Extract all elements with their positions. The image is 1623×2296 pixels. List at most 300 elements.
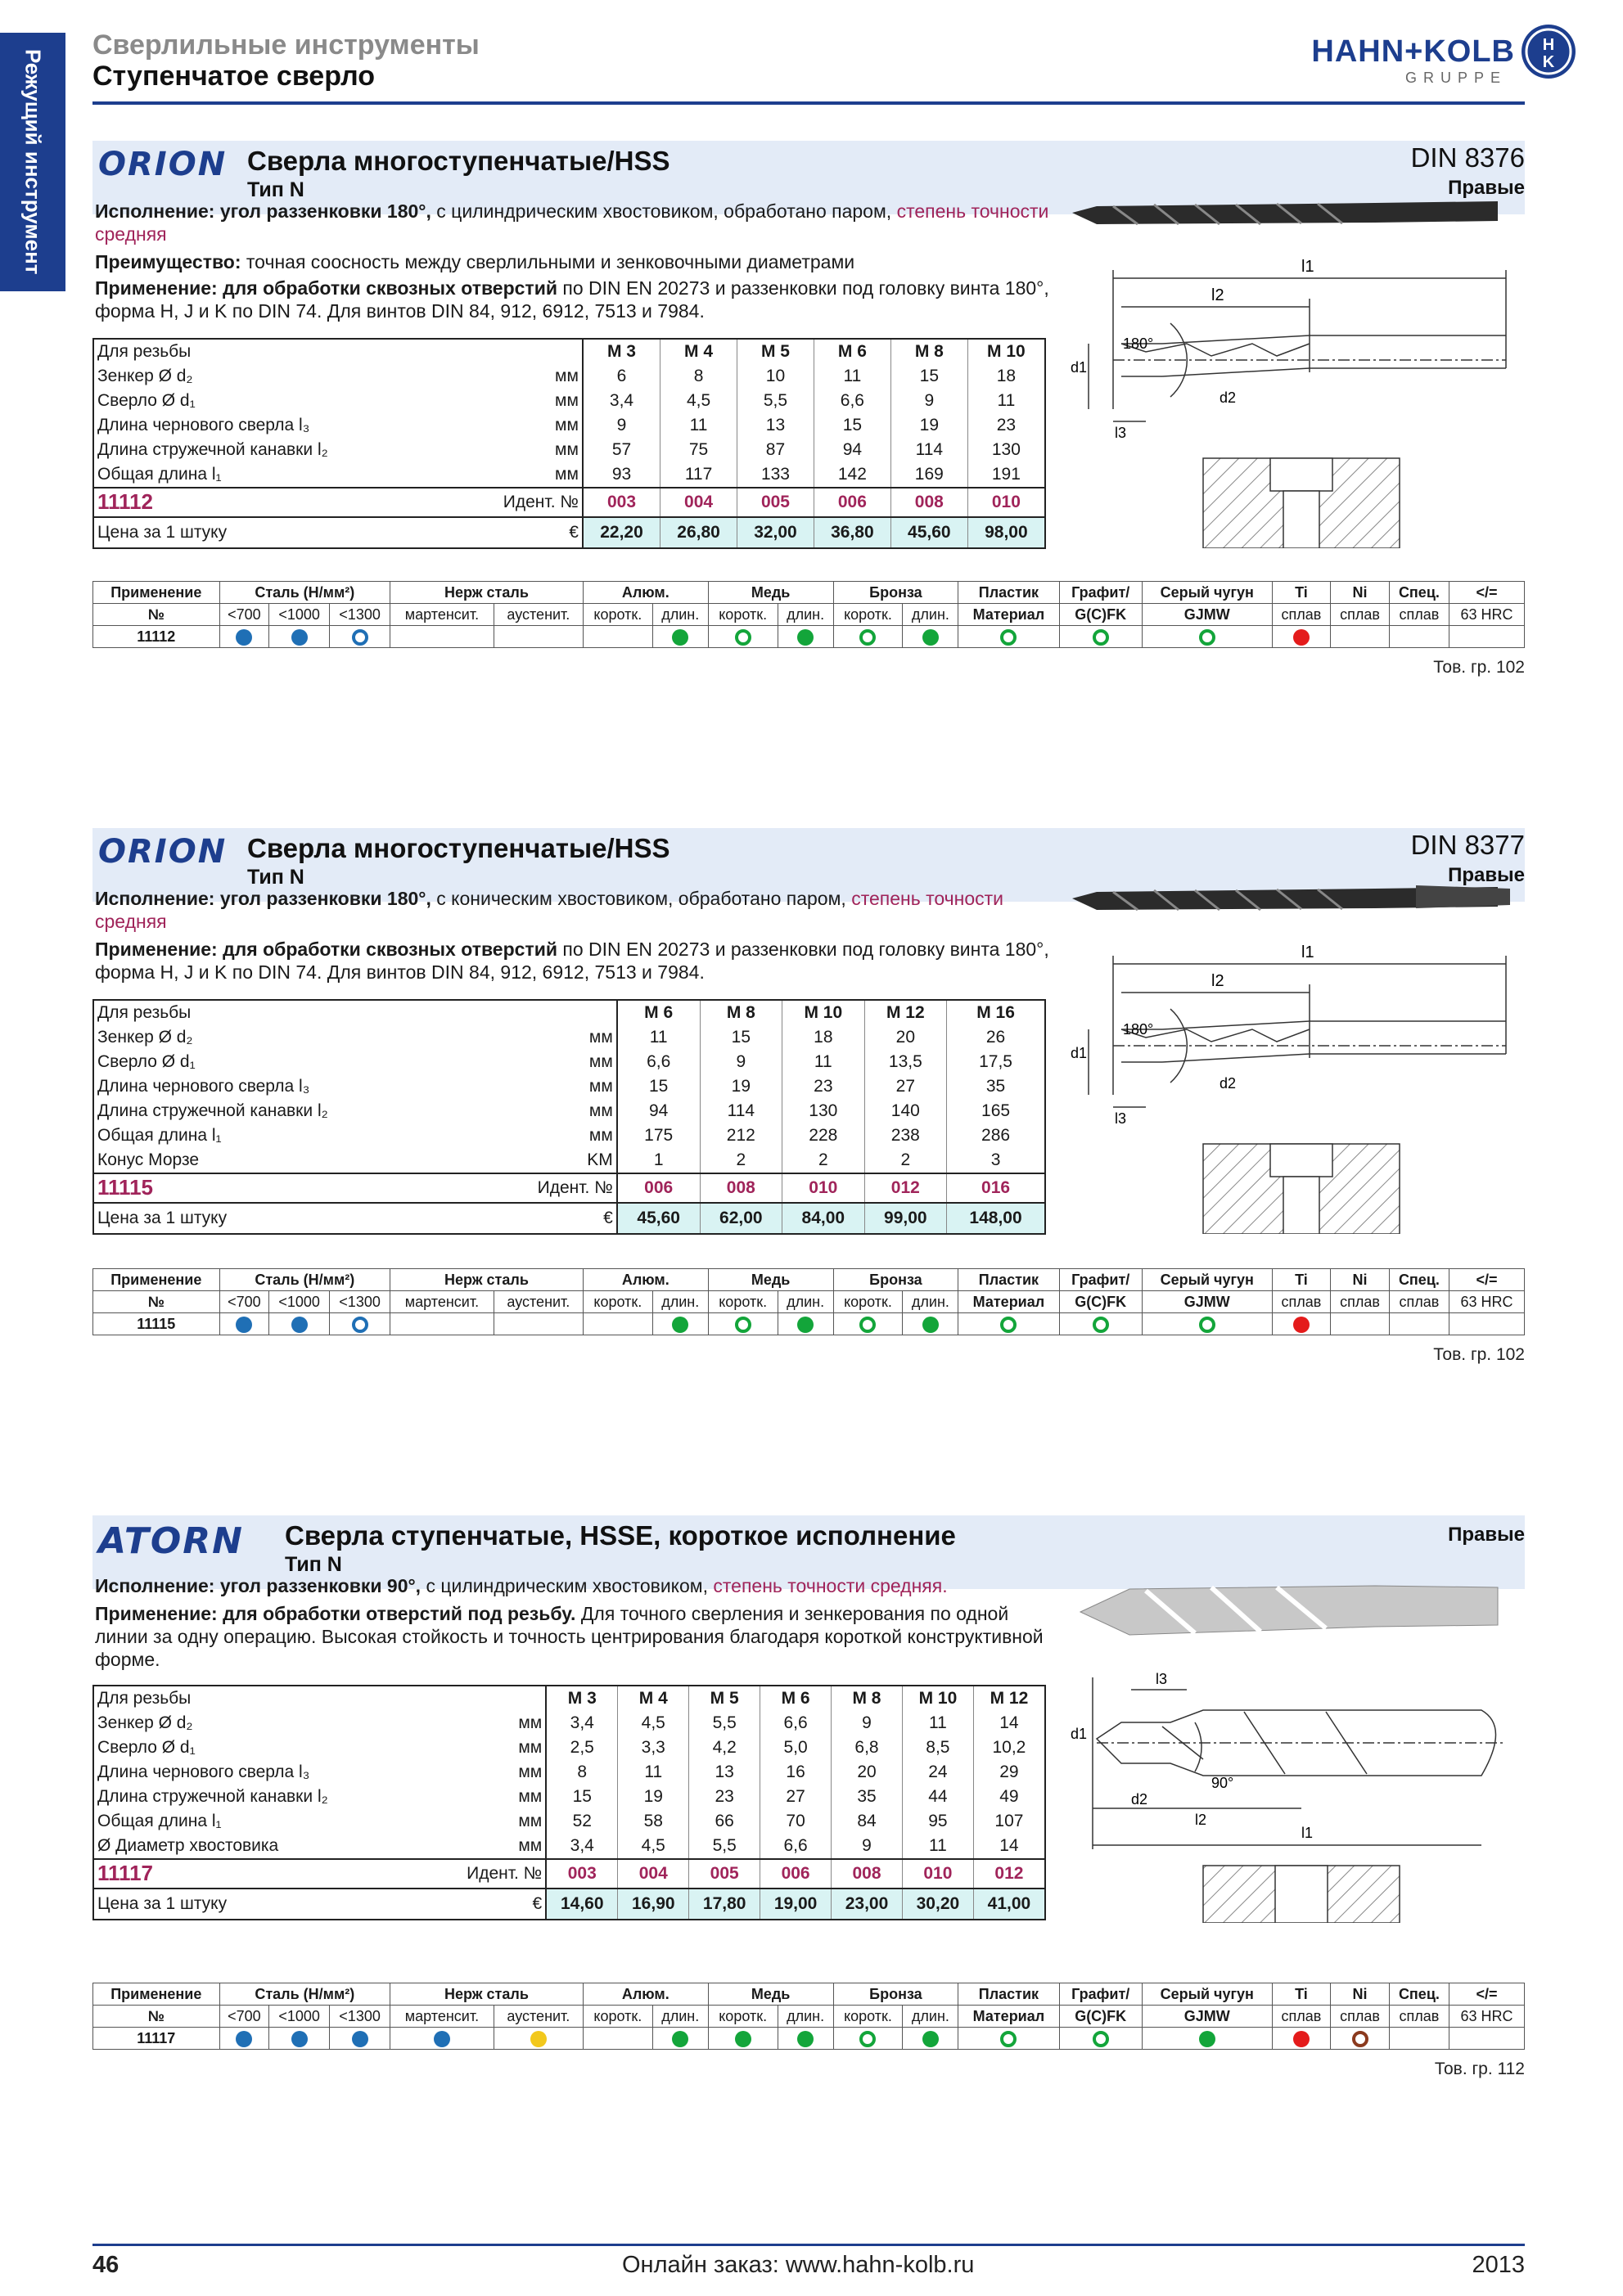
material-sub-header: <700: [219, 604, 269, 626]
cell-value: 52: [546, 1809, 618, 1834]
suitability-cell: [958, 1313, 1059, 1335]
currency: €: [482, 1203, 617, 1234]
cell-value: 23: [782, 1074, 865, 1099]
cell-value: 5,0: [760, 1736, 832, 1760]
suitable-limited-icon: [352, 629, 368, 646]
drill-photo: [1080, 1586, 1498, 1635]
cell-value: 13: [689, 1760, 760, 1785]
table-row: [93, 1099, 1045, 1123]
application-text: Для точного сверления и зенкерования по одной линии за одну операцию. Высокая стойкость и точность центрирования благодаря короткой конструктивной форме.: [95, 1603, 1044, 1670]
price-label: Цена за 1 штуку: [93, 1889, 429, 1920]
cell-value: 26: [947, 1025, 1045, 1050]
row-label: Сверло Ø d₁: [97, 1052, 196, 1071]
material-sub-header: сплав: [1272, 2006, 1331, 2028]
suitability-cell: [1059, 1313, 1142, 1335]
section-subtitle: Тип N: [247, 178, 304, 201]
material-group-header: Серый чугун: [1142, 1983, 1272, 2006]
ident-number[interactable]: 010: [782, 1173, 865, 1203]
material-group-header: Бронза: [833, 1983, 958, 2006]
table-row: [93, 462, 1045, 488]
ident-row: [93, 488, 1045, 517]
material-group-header: Медь: [708, 1269, 833, 1291]
row-unit: мм: [429, 1711, 546, 1736]
material-sub-header: Материал: [958, 2006, 1059, 2028]
section-title: Сверла ступенчатые, HSSE, короткое исполнение: [285, 1520, 956, 1551]
material-suitability-table: [92, 1983, 1525, 2050]
unit-cell: [429, 1686, 546, 1711]
material-sub-header: <700: [219, 2006, 269, 2028]
cell-value: 87: [737, 438, 814, 462]
suitability-cell: [390, 1313, 494, 1335]
price-label: Цена за 1 штуку: [93, 1203, 482, 1234]
ident-label: Идент. №: [429, 1859, 546, 1889]
cell-value: 130: [967, 438, 1045, 462]
suitability-cell: [708, 2028, 778, 2050]
suitable-limited-icon: [735, 1317, 751, 1333]
d1-label: d1: [1071, 1726, 1088, 1742]
suitability-cell: [708, 626, 778, 648]
advantage-text: точная соосность между сверлильными и зенковочными диаметрами: [241, 251, 855, 272]
material-sub-header: Материал: [958, 604, 1059, 626]
cell-value: 20: [832, 1760, 903, 1785]
suitable-icon: [735, 2031, 751, 2047]
footer-rule: [92, 2244, 1525, 2246]
suitability-cell: [330, 626, 390, 648]
suitable-icon: [1293, 1317, 1310, 1333]
material-group-header: Сталь (Н/мм²): [219, 1983, 390, 2006]
unit-cell: [457, 339, 583, 364]
currency: €: [429, 1889, 546, 1920]
material-sub-header: коротк.: [833, 2006, 903, 2028]
cell-value: 6,6: [760, 1711, 832, 1736]
spec-table: [92, 999, 1046, 1235]
material-sub-header: длин.: [778, 1291, 833, 1313]
material-group-header: Спец.: [1389, 582, 1449, 604]
ident-number[interactable]: 016: [947, 1173, 1045, 1203]
cell-value: 95: [902, 1809, 973, 1834]
price-row: [93, 1203, 1045, 1234]
brand-logo-text: HAHN+KOLB: [1311, 34, 1515, 69]
section-title: Сверла многоступенчатые/HSS: [247, 833, 670, 863]
ident-number[interactable]: 010: [902, 1859, 973, 1889]
cell-value: 19: [700, 1074, 782, 1099]
cell-value: 6,6: [617, 1050, 700, 1074]
table-row: [93, 389, 1045, 413]
material-group-header: Нерж сталь: [390, 582, 584, 604]
price-value: 16,90: [618, 1889, 689, 1920]
ident-number[interactable]: 005: [737, 488, 814, 517]
size-header: M 12: [864, 1000, 947, 1025]
suitable-icon: [1199, 2031, 1215, 2047]
ident-number[interactable]: 003: [546, 1859, 618, 1889]
article-number: 11117: [97, 1860, 153, 1885]
cell-value: 35: [947, 1074, 1045, 1099]
material-sub-header: сплав: [1272, 1291, 1331, 1313]
side-category-tab: [0, 33, 65, 291]
material-group-header: Медь: [708, 1983, 833, 2006]
advantage-bold: Преимущество:: [95, 251, 241, 272]
suitability-cell: [1272, 626, 1331, 648]
cell-value: 3,4: [546, 1711, 618, 1736]
size-header: M 6: [617, 1000, 700, 1025]
brand-logo: ATORN: [98, 1520, 244, 1562]
suitable-icon: [922, 1317, 939, 1333]
suitability-cell: [494, 1313, 583, 1335]
suitable-limited-icon: [1000, 629, 1017, 646]
suitable-icon: [672, 1317, 688, 1333]
row-label: Длина стружечной канавки l₂: [97, 1101, 328, 1120]
suitability-cell: [708, 1313, 778, 1335]
spec-bold: Исполнение: угол раззенковки 90°,: [95, 1575, 422, 1596]
suitability-cell: [219, 626, 269, 648]
side-tab-label: Режущий инструмент: [20, 49, 46, 275]
suitable-icon: [922, 629, 939, 646]
suitability-cell: [833, 626, 903, 648]
application-paragraph: [95, 1602, 1053, 1671]
footer-year: 2013: [1472, 2252, 1525, 2278]
drill-photo: [1072, 201, 1498, 224]
application-bold: Применение: для обработки сквозных отверстий: [95, 939, 557, 960]
suitability-cell: [330, 2028, 390, 2050]
material-group-header: Ti: [1272, 582, 1331, 604]
accuracy-text: степень точности средняя.: [713, 1575, 948, 1596]
material-sub-header: длин.: [903, 1291, 958, 1313]
cell-value: 27: [760, 1785, 832, 1809]
material-sub-header: сплав: [1272, 604, 1331, 626]
cell-value: 94: [617, 1099, 700, 1123]
cell-value: 4,5: [618, 1834, 689, 1859]
table-row: [93, 582, 1525, 604]
product-group: Тов. гр. 102: [1433, 658, 1525, 677]
size-header: M 8: [890, 339, 967, 364]
table-row: [93, 1686, 1045, 1711]
material-group-header: Нерж сталь: [390, 1269, 584, 1291]
order-link[interactable]: Онлайн заказ: www.hahn-kolb.ru: [622, 2252, 975, 2278]
price-row: [93, 1889, 1045, 1920]
l3-label: l3: [1115, 1110, 1127, 1127]
material-group-header: Нерж сталь: [390, 1983, 584, 2006]
price-row: [93, 517, 1045, 548]
table-row: [93, 364, 1045, 389]
suitability-cell: [652, 1313, 708, 1335]
ident-number[interactable]: 004: [660, 488, 737, 517]
material-group-header: Медь: [708, 582, 833, 604]
suitability-cell: [1389, 2028, 1449, 2050]
spec-table: [92, 1685, 1046, 1920]
size-header: M 6: [760, 1686, 832, 1711]
section-subtitle: Тип N: [285, 1553, 342, 1576]
suitability-cell: [219, 2028, 269, 2050]
material-sub-header: <1000: [269, 604, 330, 626]
cell-value: 18: [967, 364, 1045, 389]
ident-number[interactable]: 005: [689, 1859, 760, 1889]
cell-value: 14: [973, 1711, 1045, 1736]
material-group-header: Бронза: [833, 1269, 958, 1291]
material-group-header: Алюм.: [583, 1269, 708, 1291]
row-unit: мм: [429, 1785, 546, 1809]
row-label: Длина чернового сверла l₃: [97, 416, 310, 434]
cell-value: 11: [902, 1711, 973, 1736]
material-group-header: Пластик: [958, 1269, 1059, 1291]
material-sub-header: мартенсит.: [390, 604, 494, 626]
article-cell: [93, 1173, 482, 1203]
size-header: M 4: [660, 339, 737, 364]
material-group-header: Алюм.: [583, 1983, 708, 2006]
price-value: 22,20: [583, 517, 660, 548]
suitable-limited-icon: [1199, 1317, 1215, 1333]
suitability-cell: [494, 2028, 583, 2050]
cell-value: 9: [700, 1050, 782, 1074]
material-sub-header: №: [93, 1291, 220, 1313]
ident-number[interactable]: 006: [814, 488, 890, 517]
angle-label: 180°: [1123, 335, 1154, 352]
l3-label: l3: [1156, 1671, 1168, 1687]
section-title: Сверла многоступенчатые/HSS: [247, 146, 670, 176]
brand-logo: ORION: [98, 146, 228, 183]
price-value: 148,00: [947, 1203, 1045, 1234]
material-suitability-table: [92, 581, 1525, 648]
material-sub-header: мартенсит.: [390, 1291, 494, 1313]
ident-number[interactable]: 003: [583, 488, 660, 517]
cell-value: 165: [947, 1099, 1045, 1123]
row-unit: мм: [457, 462, 583, 488]
material-sub-header: длин.: [652, 604, 708, 626]
cell-value: 228: [782, 1123, 865, 1148]
cell-value: 16: [760, 1760, 832, 1785]
cell-value: 140: [864, 1099, 947, 1123]
size-header: M 8: [700, 1000, 782, 1025]
suitability-cell: [1272, 2028, 1331, 2050]
suitability-cell: [390, 626, 494, 648]
din-standard: DIN 8377: [1410, 830, 1525, 860]
material-sub-header: <1300: [330, 1291, 390, 1313]
cell-value: 93: [583, 462, 660, 488]
table-row: [93, 1785, 1045, 1809]
material-sub-header: коротк.: [833, 604, 903, 626]
row-unit: мм: [482, 1099, 617, 1123]
row-label: Общая длина l₁: [97, 465, 222, 484]
suitability-cell: [1449, 2028, 1524, 2050]
material-group-header: Ni: [1331, 1269, 1390, 1291]
row-unit: мм: [482, 1123, 617, 1148]
cell-value: 4,5: [618, 1711, 689, 1736]
suitability-cell: [330, 1313, 390, 1335]
table-row: [93, 1834, 1045, 1859]
material-group-header: Сталь (Н/мм²): [219, 1269, 390, 1291]
material-sub-header: 63 HRC: [1449, 604, 1524, 626]
suitability-cell: [652, 626, 708, 648]
material-group-header: Спец.: [1389, 1983, 1449, 2006]
ident-number[interactable]: 012: [973, 1859, 1045, 1889]
row-unit: мм: [457, 438, 583, 462]
suitability-cell: [1331, 1313, 1390, 1335]
material-group-header: </=: [1449, 582, 1524, 604]
thread-label: Для резьбы: [97, 1003, 192, 1022]
suitable-limited-icon: [1093, 2031, 1109, 2047]
material-sub-header: G(C)FK: [1059, 2006, 1142, 2028]
price-value: 99,00: [864, 1203, 947, 1234]
thread-label: Для резьбы: [97, 342, 192, 361]
application-text: по DIN EN 20273 и раззенковки под головку винта 180°, форма H, J и K по DIN 74. Для винтов DIN 84, 912, 6912, 7513 и 7984.: [95, 277, 1049, 322]
size-header: M 10: [782, 1000, 865, 1025]
cell-value: 4,5: [660, 389, 737, 413]
price-label: Цена за 1 штуку: [93, 517, 457, 548]
material-sub-header: G(C)FK: [1059, 1291, 1142, 1313]
cell-value: 9: [583, 413, 660, 438]
size-header: M 5: [689, 1686, 760, 1711]
application-paragraph: [95, 938, 1053, 984]
cell-value: 19: [618, 1785, 689, 1809]
cell-value: 9: [832, 1711, 903, 1736]
material-sub-header: длин.: [778, 2006, 833, 2028]
material-sub-header: коротк.: [708, 604, 778, 626]
cell-value: 15: [814, 413, 890, 438]
material-group-header: Ni: [1331, 1983, 1390, 2006]
row-label: Зенкер Ø d₂: [97, 367, 193, 385]
material-group-header: Графит/: [1059, 1269, 1142, 1291]
row-label: Зенкер Ø d₂: [97, 1028, 193, 1047]
l1-label: l1: [1301, 943, 1314, 961]
spec-bold: Исполнение: угол раззенковки 180°,: [95, 888, 431, 909]
table-row: [93, 1148, 1045, 1173]
material-sub-header: коротк.: [583, 1291, 652, 1313]
suitable-limited-icon: [352, 1317, 368, 1333]
material-group-header: Сталь (Н/мм²): [219, 582, 390, 604]
cell-value: 9: [890, 389, 967, 413]
ident-number[interactable]: 008: [700, 1173, 782, 1203]
material-sub-header: №: [93, 604, 220, 626]
cell-value: 2: [864, 1148, 947, 1173]
row-label: Зенкер Ø d₂: [97, 1713, 193, 1732]
material-sub-header: коротк.: [708, 1291, 778, 1313]
l2-label: l2: [1211, 972, 1224, 990]
row-unit: мм: [429, 1809, 546, 1834]
table-row: [93, 1000, 1045, 1025]
cutting-direction: Правые: [1448, 864, 1525, 886]
row-unit: мм: [457, 364, 583, 389]
suitable-limited-icon: [735, 629, 751, 646]
material-sub-header: мартенсит.: [390, 2006, 494, 2028]
cell-value: 3,3: [618, 1736, 689, 1760]
cell-value: 212: [700, 1123, 782, 1148]
material-sub-header: GJMW: [1142, 604, 1272, 626]
cell-value: 2: [782, 1148, 865, 1173]
accuracy-text: степень точности средняя: [95, 888, 1003, 932]
cell-value: 9: [832, 1834, 903, 1859]
cell-value: 6,8: [832, 1736, 903, 1760]
price-value: 41,00: [973, 1889, 1045, 1920]
cell-value: 133: [737, 462, 814, 488]
suitable-limited-icon: [1093, 629, 1109, 646]
application-bold: Применение: для обработки отверстий под резьбу.: [95, 1603, 576, 1624]
row-unit: мм: [482, 1074, 617, 1099]
price-value: 23,00: [832, 1889, 903, 1920]
suitable-icon: [291, 629, 308, 646]
row-unit: мм: [482, 1025, 617, 1050]
table-row: [93, 1123, 1045, 1148]
suitable-limited-icon: [1093, 1317, 1109, 1333]
price-value: 62,00: [700, 1203, 782, 1234]
material-sub-header: коротк.: [583, 604, 652, 626]
suitable-icon: [1293, 2031, 1310, 2047]
table-row: [93, 438, 1045, 462]
cell-value: 191: [967, 462, 1045, 488]
price-value: 98,00: [967, 517, 1045, 548]
material-sub-header: №: [93, 2006, 220, 2028]
suitable-icon: [672, 629, 688, 646]
suitable-limited-icon: [859, 1317, 876, 1333]
angle-label: 180°: [1123, 1021, 1154, 1038]
ident-number[interactable]: 004: [618, 1859, 689, 1889]
cell-value: 19: [890, 413, 967, 438]
row-unit: мм: [429, 1736, 546, 1760]
material-sub-header: длин.: [652, 2006, 708, 2028]
ident-number[interactable]: 008: [890, 488, 967, 517]
row-label: Длина стружечной канавки l₂: [97, 440, 328, 459]
row-label: Ø Диаметр хвостовика: [97, 1836, 279, 1855]
cell-value: 15: [700, 1025, 782, 1050]
ident-number[interactable]: 010: [967, 488, 1045, 517]
material-group-header: </=: [1449, 1983, 1524, 2006]
size-header: M 10: [967, 339, 1045, 364]
material-sub-header: <1300: [330, 604, 390, 626]
ident-number[interactable]: 006: [760, 1859, 832, 1889]
product-group: Тов. гр. 112: [1434, 2060, 1525, 2078]
article-number: 11112: [97, 488, 153, 514]
currency: €: [457, 517, 583, 548]
cell-value: 8: [546, 1760, 618, 1785]
cell-value: 35: [832, 1785, 903, 1809]
suitable-icon: [797, 1317, 814, 1333]
material-group-header: Спец.: [1389, 1269, 1449, 1291]
suitability-cell: [778, 2028, 833, 2050]
ident-number[interactable]: 006: [617, 1173, 700, 1203]
size-header: M 8: [832, 1686, 903, 1711]
material-group-header: Ti: [1272, 1983, 1331, 2006]
suitable-limited-icon: [1352, 2031, 1368, 2047]
price-value: 36,80: [814, 517, 890, 548]
cell-value: 114: [890, 438, 967, 462]
article-cell: [93, 1859, 429, 1889]
cell-value: 11: [902, 1834, 973, 1859]
ident-number[interactable]: 012: [864, 1173, 947, 1203]
material-group-header: Графит/: [1059, 1983, 1142, 2006]
spec-paragraph: [95, 200, 1053, 245]
ident-number[interactable]: 008: [832, 1859, 903, 1889]
thread-label: Для резьбы: [97, 1689, 192, 1708]
application-paragraph: [95, 277, 1053, 322]
unit-cell: [482, 1000, 617, 1025]
size-header: M 4: [618, 1686, 689, 1711]
suitable-icon: [291, 1317, 308, 1333]
application-text: по DIN EN 20273 и раззенковки под головку винта 180°, форма H, J и K по DIN 74. Для винтов DIN 84, 912, 6912, 7513 и 7984.: [95, 939, 1049, 983]
price-value: 45,60: [890, 517, 967, 548]
suitability-cell: [269, 626, 330, 648]
material-sub-header: сплав: [1331, 1291, 1390, 1313]
price-value: 19,00: [760, 1889, 832, 1920]
suitability-cell: [1059, 626, 1142, 648]
ident-label: Идент. №: [457, 488, 583, 517]
table-row: [93, 1736, 1045, 1760]
page-title: Ступенчатое сверло: [92, 61, 376, 92]
article-number: 11115: [97, 1174, 153, 1200]
table-row: [93, 1050, 1045, 1074]
cell-value: 169: [890, 462, 967, 488]
size-header: M 3: [546, 1686, 618, 1711]
table-row: [93, 1711, 1045, 1736]
suitability-cell: [1449, 1313, 1524, 1335]
cell-value: 6: [583, 364, 660, 389]
